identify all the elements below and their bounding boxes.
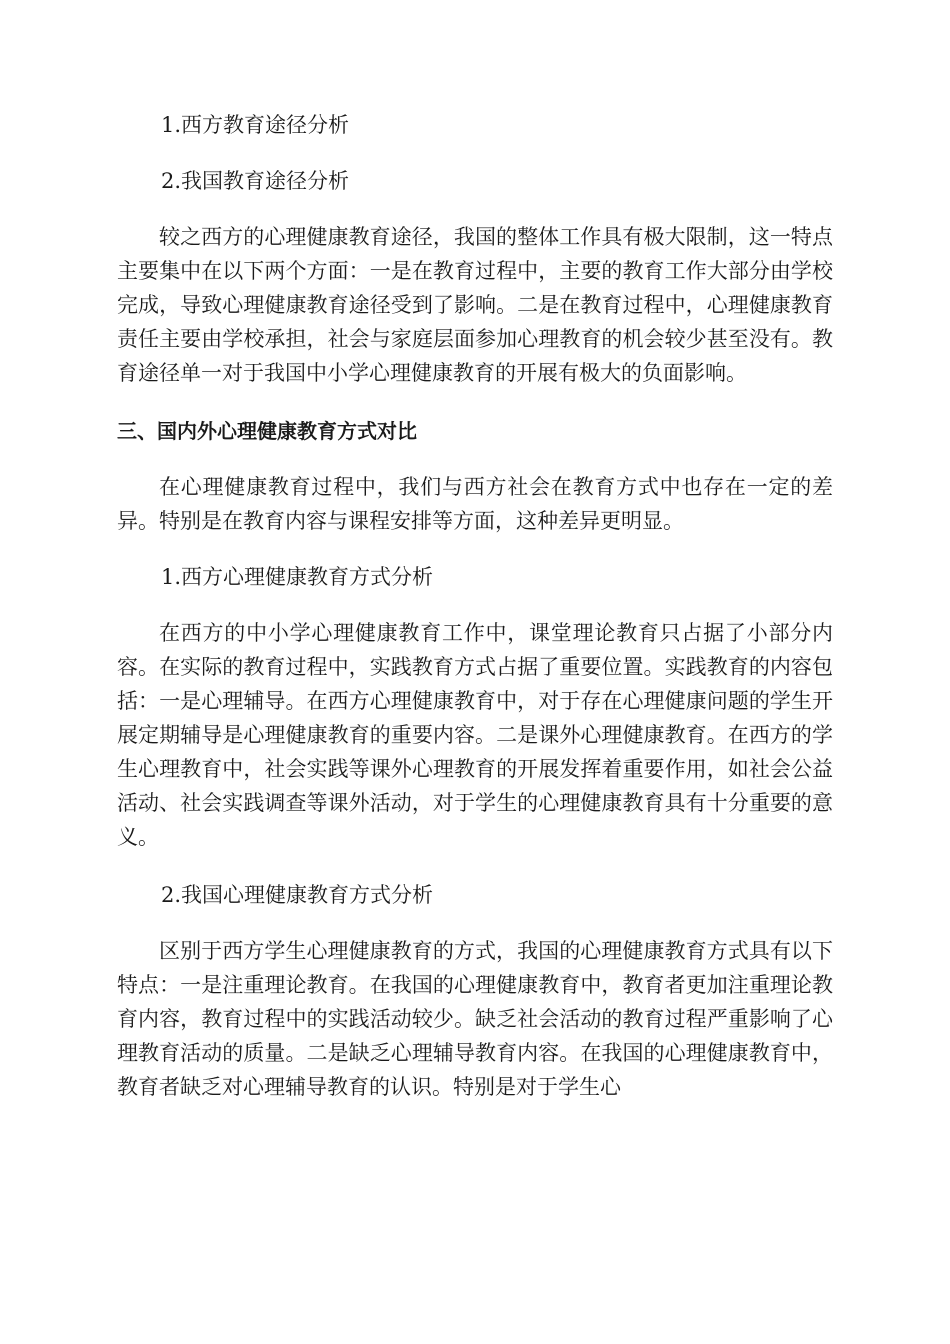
paragraph-domestic-approach: 较之西方的心理健康教育途径，我国的整体工作具有极大限制，这一特点主要集中在以下两个方面：一是在教育过程中，主要的教育工作大部分由学校完成，导致心理健康教育途径受到了影响。二是在教育过程中，心理健康教育责任主要由学校承担，社会与家庭层面参加心理教育的机会较少甚至没有。教育途径单一对于我国中小学心理健康教育的开展有极大的负面影响。 [117,225,833,385]
paragraph-western-methods: 在西方的中小学心理健康教育工作中，课堂理论教育只占据了小部分内容。在实际的教育过程中，实践教育方式占据了重要位置。实践教育的内容包括：一是心理辅导。在西方心理健康教育中，对于存在心理健康问题的学生开展定期辅导是心理健康教育的重要内容。二是课外心理健康教育。在西方的学生心理教育中，社会实践等课外心理教育的开展发挥着重要作用，如社会公益活动、社会实践调查等课外活动，对于学生的心理健康教育具有十分重要的意义。 [117,621,833,849]
subheading-domestic-methods: 2.我国心理健康教育方式分析 [161,883,434,907]
paragraph-domestic-methods: 区别于西方学生心理健康教育的方式，我国的心理健康教育方式具有以下特点：一是注重理论教育。在我国的心理健康教育中，教育者更加注重理论教育内容，教育过程中的实践活动较少。缺乏社会活动的教育过程严重影响了心理教育活动的质量。二是缺乏心理辅导教育内容。在我国的心理健康教育中，教育者缺乏对心理辅导教育的认识。特别是对于学生心 [117,939,833,1099]
paragraph-methods-intro: 在心理健康教育过程中，我们与西方社会在教育方式中也存在一定的差异。特别是在教育内容与课程安排等方面，这种差异更明显。 [117,475,833,533]
subheading-western-approach: 1.西方教育途径分析 [161,113,350,137]
section-heading-methods-comparison: 三、国内外心理健康教育方式对比 [117,419,417,443]
subheading-western-methods: 1.西方心理健康教育方式分析 [161,565,434,589]
subheading-domestic-approach: 2.我国教育途径分析 [161,169,350,193]
document-page [117,108,833,1104]
